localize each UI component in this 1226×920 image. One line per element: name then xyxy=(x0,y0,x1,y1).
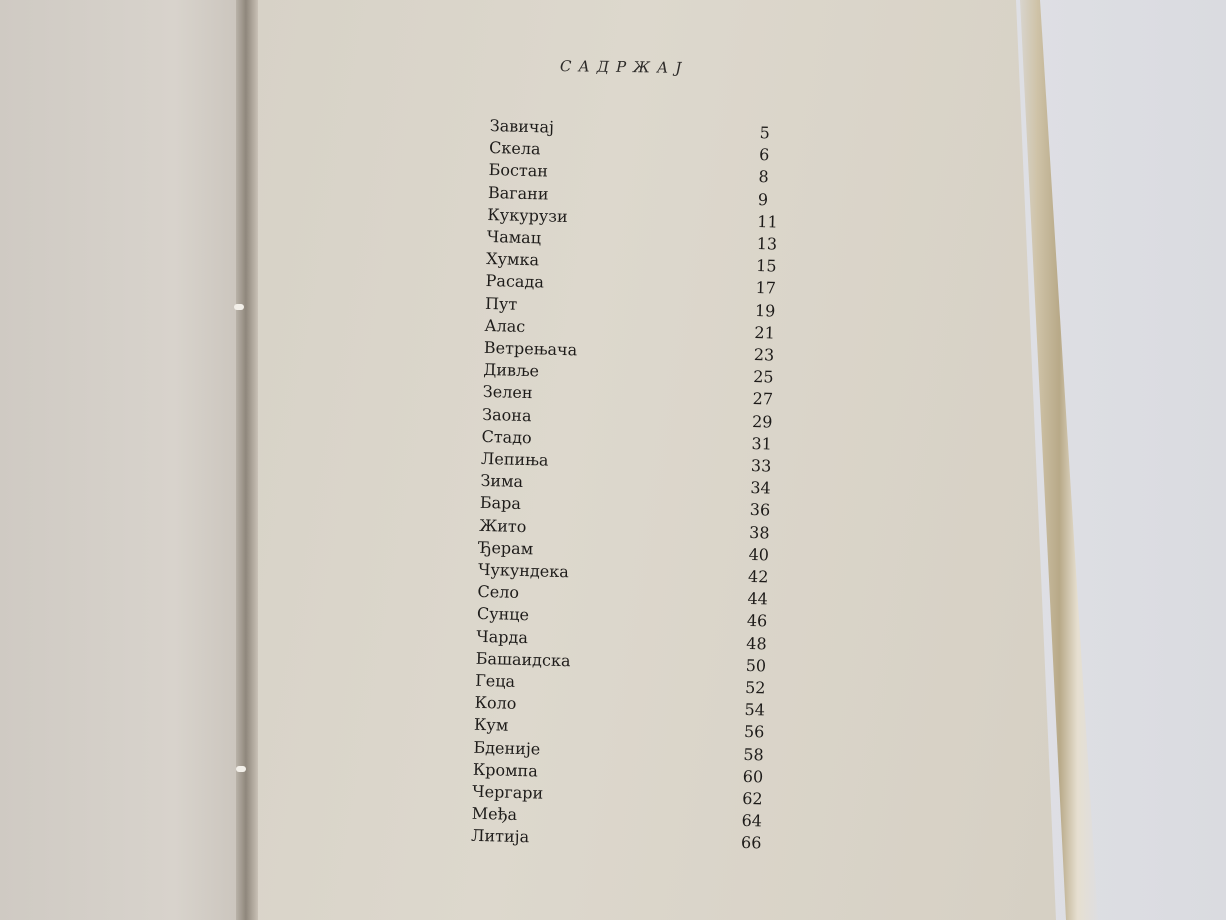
toc-entry-title: Геца xyxy=(474,670,516,691)
toc-entry-page: 8 xyxy=(758,167,769,187)
toc-entry-page: 34 xyxy=(750,478,771,498)
toc-entry-page: 6 xyxy=(758,145,770,165)
toc-entry-page: 17 xyxy=(755,278,777,298)
toc-entry-title: Бденије xyxy=(473,737,541,759)
toc-entry-page: 48 xyxy=(746,633,767,654)
toc-entry-title: Чукундека xyxy=(477,559,570,582)
left-page xyxy=(0,0,250,920)
toc-entry-page: 46 xyxy=(746,611,768,631)
toc-title: САДРЖАЈ xyxy=(559,57,689,77)
toc-entry-title: Чамац xyxy=(486,226,542,248)
binding-stitch xyxy=(234,304,244,310)
toc-entry-title: Жито xyxy=(479,515,527,536)
toc-entry-title: Сунце xyxy=(476,604,530,625)
toc-entry-page: 42 xyxy=(747,566,769,587)
toc-entry-title: Ђерам xyxy=(478,537,534,559)
toc-entry-title: Лепиња xyxy=(480,448,549,470)
toc-entry-title: Бара xyxy=(479,493,522,514)
toc-entry-page: 58 xyxy=(743,744,764,764)
toc-entry-page: 33 xyxy=(750,455,772,476)
toc-entry-title: Пут xyxy=(484,293,518,314)
toc-entry-page: 40 xyxy=(748,544,770,565)
toc-entry-page: 44 xyxy=(747,589,769,609)
toc-entry-page: 21 xyxy=(754,322,776,343)
toc-entry-page: 38 xyxy=(748,522,770,543)
toc-entry-page: 27 xyxy=(752,389,774,409)
toc-entry-title: Стадо xyxy=(481,426,532,447)
toc-entry-page: 9 xyxy=(757,189,769,209)
toc-entry-page: 52 xyxy=(744,677,766,698)
toc-entry-page: 50 xyxy=(745,655,767,676)
toc-entry-page: 11 xyxy=(757,211,778,232)
toc-entry-title: Кукурузи xyxy=(487,204,568,226)
toc-entry-title: Башаидска xyxy=(475,648,571,671)
toc-entry-page: 66 xyxy=(740,833,762,853)
toc-entry-page: 60 xyxy=(742,766,764,787)
toc-entry-title: Вагани xyxy=(487,182,549,204)
binding-stitch xyxy=(236,766,246,772)
toc-entry-title: Завичај xyxy=(489,116,555,137)
toc-list xyxy=(470,116,830,905)
toc-entry-page: 56 xyxy=(743,722,765,742)
toc-entry-page: 5 xyxy=(759,123,771,143)
toc-entry-page: 25 xyxy=(753,367,774,387)
toc-entry-title: Чергари xyxy=(472,781,544,803)
toc-entry-title: Хумка xyxy=(486,249,540,270)
toc-entry-page: 64 xyxy=(741,811,763,831)
toc-entry-page: 62 xyxy=(741,788,763,809)
toc-entry-title: Кум xyxy=(473,715,509,736)
toc-entry-title: Коло xyxy=(474,692,517,714)
toc-entry-title: Међа xyxy=(471,803,518,825)
toc-entry-title: Литија xyxy=(470,826,530,847)
toc-entry-page: 23 xyxy=(753,344,775,365)
toc-entry-title: Дивље xyxy=(483,360,540,381)
toc-entry-title: Бостан xyxy=(488,160,549,181)
toc-entry-title: Заона xyxy=(481,404,532,425)
toc-entry-page: 36 xyxy=(749,500,771,520)
toc-entry-page: 31 xyxy=(751,433,773,454)
toc-entry-page: 29 xyxy=(751,411,773,432)
toc-entry-page: 15 xyxy=(755,256,777,276)
toc-entry-title: Зима xyxy=(480,471,524,492)
toc-entry-title: Алас xyxy=(484,315,526,336)
toc-entry-page: 19 xyxy=(754,300,776,321)
toc-entry-title: Ветрењача xyxy=(483,337,578,360)
toc-entry-title: Чарда xyxy=(476,626,529,647)
book-gutter xyxy=(236,0,258,920)
toc-entry-title: Зелен xyxy=(482,382,533,403)
toc-entry-page: 13 xyxy=(756,234,778,254)
toc-entry-page: 54 xyxy=(744,700,766,720)
toc-entry-title: Кромпа xyxy=(472,759,539,781)
toc-entry-title: Село xyxy=(477,582,520,603)
toc-entry-title: Расада xyxy=(485,271,545,292)
toc-entry-title: Скела xyxy=(488,138,541,159)
